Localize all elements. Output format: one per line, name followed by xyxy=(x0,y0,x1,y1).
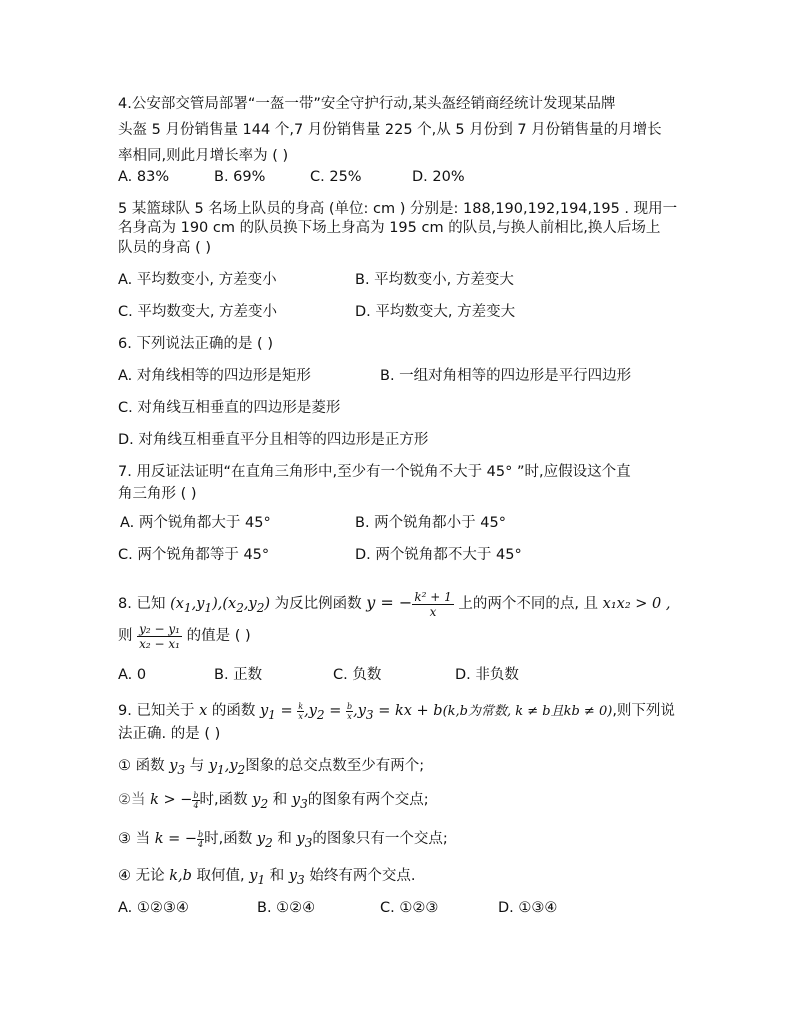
q8-option-d: D. 非负数 xyxy=(455,667,519,683)
q8-condition: x₁x₂ > 0 , xyxy=(602,596,671,612)
q4-option-b: B. 69% xyxy=(214,169,266,185)
q5-line2: 名身高为 190 cm 的队员换下场上身高为 195 cm 的队员,与换人前相比,换人后场上 xyxy=(118,220,661,236)
q9-statement-4: ④ 无论 k,b 取何值, $y_1$ 和 $y_3$ 始终有两个交点. xyxy=(118,868,416,887)
q5-line3: 队员的身高 ( ) xyxy=(118,240,212,256)
q4-option-c: C. 25% xyxy=(310,169,362,185)
q4-line1: 4.公安部交管局部署“一盔一带”安全守护行动,某头盔经销商经统计发现某品牌 xyxy=(118,96,616,112)
q8-prefix: 8. 已知 xyxy=(118,596,166,612)
q9-tail: ,则下列说 xyxy=(612,703,675,719)
q9-statement-3: ③ 当 k = − $\frac{b}{4}$ 时,函数 $y_2$ 和 $y_3$的图象只有一个交点; xyxy=(118,829,448,850)
q9-line1: 9. 已知关于 x 的函数 $y_1$ = $\frac{k}{x}$ $,y_2$ = $\frac{b}{x}$ $,y_3$ = kx + b(k,b为常数, k ≠ b且kb ≠ 0),则下列说 xyxy=(118,701,675,722)
q9-option-b: B. ①②④ xyxy=(257,900,316,916)
q8-function-fraction: $\frac{\text{k² + 1}}{x}$ xyxy=(414,589,452,619)
q8-function: y = − xyxy=(366,593,413,612)
q4-option-d: D. 20% xyxy=(412,169,465,185)
q9-var-x: x xyxy=(199,703,208,719)
q5-option-d: D. 平均数变大, 方差变大 xyxy=(355,304,516,320)
q8-suffix: 的值是 ( ) xyxy=(186,628,251,644)
q9-prefix: 9. 已知关于 xyxy=(118,703,195,719)
q7-option-d: D. 两个锐角都不大于 45° xyxy=(355,547,522,563)
q9-statement-2: ②当 k > − $\frac{b}{4}$ 时,函数 $y_2$ 和 $y_3$的图象有两个交点; xyxy=(118,790,429,811)
q8-points: $(x_1,y_1),(x_2,y_2)$ xyxy=(170,596,271,615)
q6-option-d: D. 对角线互相垂直平分且相等的四边形是正方形 xyxy=(118,432,429,448)
q6-line1: 6. 下列说法正确的是 ( ) xyxy=(118,336,273,352)
q4-line3: 率相同,则此月增长率为 ( ) xyxy=(118,148,289,164)
q9-functions: $y_1$ = xyxy=(259,703,298,722)
q7-option-b: B. 两个锐角都小于 45° xyxy=(355,515,506,531)
q8-line2 xyxy=(118,618,251,654)
q9-option-a: A. ①②③④ xyxy=(118,900,189,916)
q9-option-c: C. ①②③ xyxy=(380,900,439,916)
q9-params: (k,b为常数, k ≠ b且kb ≠ 0) xyxy=(442,704,613,719)
q8-mid2: 上的两个不同的点, 且 xyxy=(458,596,599,612)
q9-option-d: D. ①③④ xyxy=(498,900,558,916)
q6-option-c: C. 对角线互相垂直的四边形是菱形 xyxy=(118,400,341,416)
q5-option-c: C. 平均数变大, 方差变小 xyxy=(118,304,278,320)
q4-line2: 头盔 5 月份销售量 144 个,7 月份销售量 225 个,从 5 月份到 7 月份销售量的月增长 xyxy=(118,122,662,138)
q9-statement-1: ① 函数 $y_3$ 与 $y_1,y_2$图象的总交点数至少有两个; xyxy=(118,758,425,777)
q8-then: 则 xyxy=(118,628,133,644)
q7-option-c: C. 两个锐角都等于 45° xyxy=(118,547,270,563)
q8-ratio-fraction: $\frac{\text{y₂ − y₁}}{\text{x₂ − x₁}}$ xyxy=(139,621,180,651)
q7-option-a: A. 两个锐角都大于 45° xyxy=(120,515,271,531)
q5-option-a: A. 平均数变小, 方差变小 xyxy=(118,272,277,288)
q9-line2: 法正确. 的是 ( ) xyxy=(118,726,221,742)
q6-option-b: B. 一组对角相等的四边形是平行四边形 xyxy=(380,368,632,384)
q5-option-b: B. 平均数变小, 方差变大 xyxy=(355,272,514,288)
q7-line2: 角三角形 ( ) xyxy=(118,486,197,502)
q9-mid: 的函数 xyxy=(211,703,256,719)
q8-mid1: 为反比例函数 xyxy=(274,596,362,612)
q7-line1: 7. 用反证法证明“在直角三角形中,至少有一个锐角不大于 45° ”时,应假设这个直 xyxy=(118,464,631,480)
q8-option-b: B. 正数 xyxy=(214,667,263,683)
q8-option-c: C. 负数 xyxy=(333,667,382,683)
q5-line1: 5 某篮球队 5 名场上队员的身高 (单位: cm ) 分别是: 188,190,192,194,195 . 现用一 xyxy=(118,201,678,217)
q8-option-a: A. 0 xyxy=(118,667,147,683)
q6-option-a: A. 对角线相等的四边形是矩形 xyxy=(118,368,311,384)
q4-option-a: A. 83% xyxy=(118,169,170,185)
